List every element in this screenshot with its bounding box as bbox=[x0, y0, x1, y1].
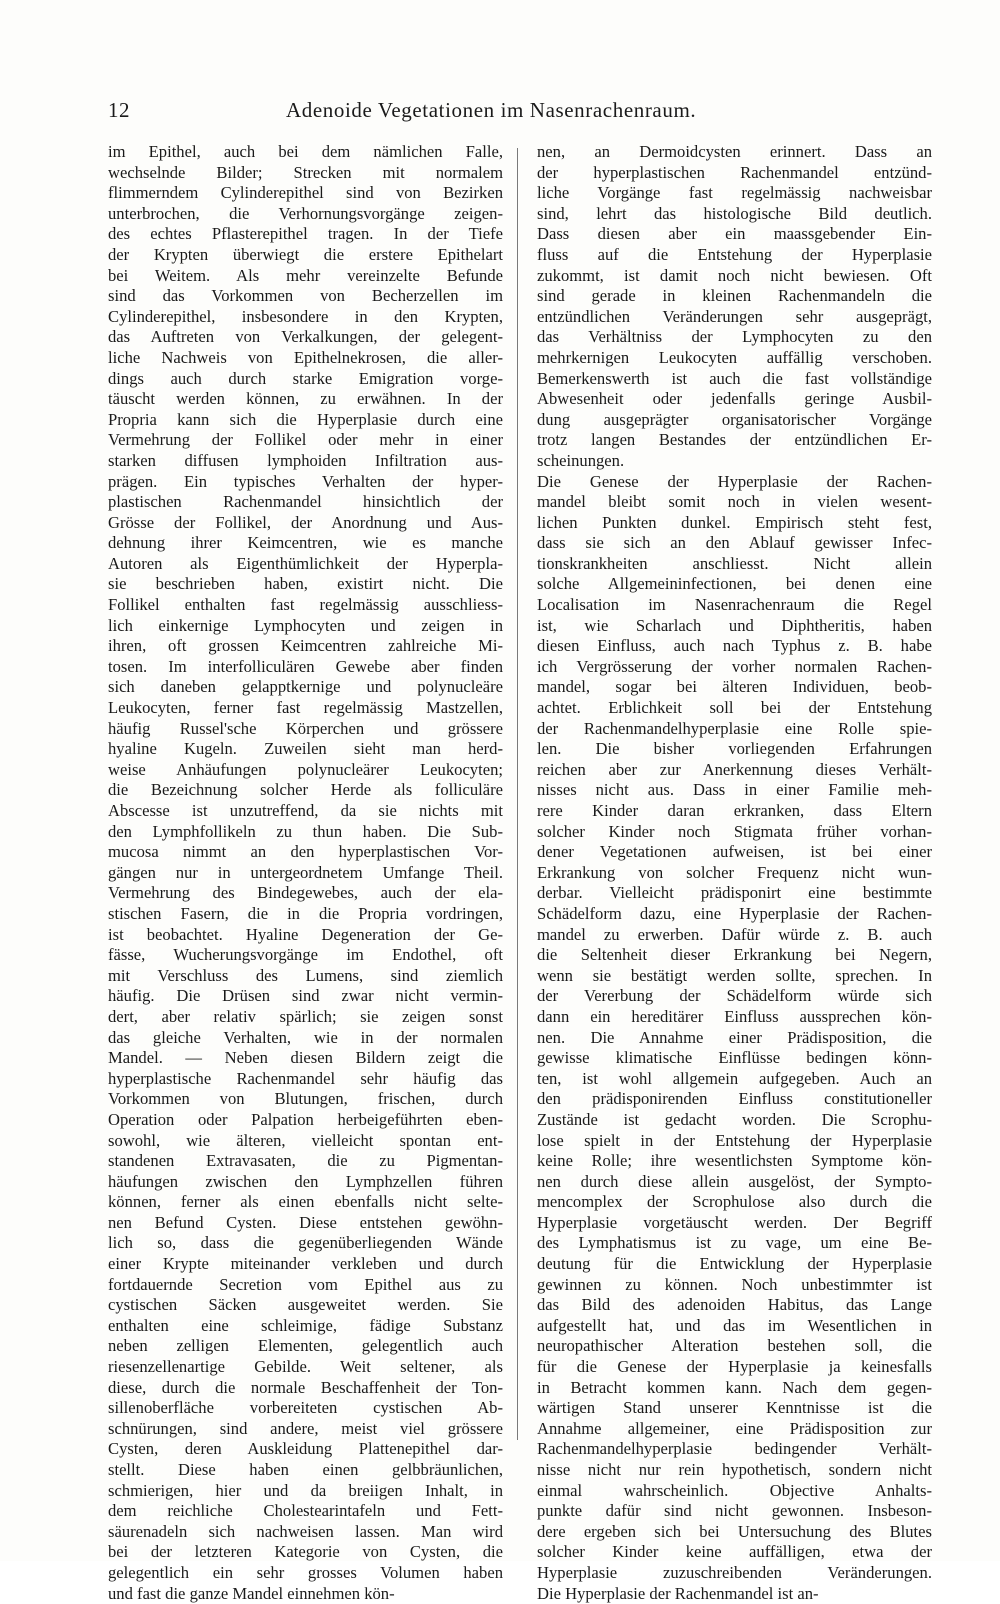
text-line: dener Vegetationen aufweisen, ist bei einer bbox=[537, 842, 932, 862]
text-line: einer Krypte miteinander verkleben und durch bbox=[108, 1254, 503, 1274]
text-line: plastischen Rachenmandel hinsichtlich der bbox=[108, 492, 503, 512]
text-line: der Krypten überwiegt die erstere Epithelart bbox=[108, 244, 503, 264]
text-line: keine Rolle; ihre wesentlichsten Symptome kön- bbox=[537, 1151, 932, 1171]
text-line: lich einkernige Lymphocyten und zeigen in bbox=[108, 615, 503, 635]
text-line: in Betracht kommen kann. Nach dem gegen- bbox=[537, 1377, 932, 1397]
text-line: nisses nicht aus. Dass in einer Familie meh- bbox=[537, 780, 932, 800]
text-line: liche Vorgänge fast regelmässig nachweisbar bbox=[537, 183, 932, 203]
text-line: täuscht werden können, zu erwähnen. In der bbox=[108, 389, 503, 409]
text-line: häufig. Die Drüsen sind zwar nicht vermin- bbox=[108, 986, 503, 1006]
text-line: unterbrochen, die Verhornungsvorgänge zeigen- bbox=[108, 203, 503, 223]
text-line: sowohl, wie älteren, vielleicht spontan ent- bbox=[108, 1130, 503, 1150]
text-line: können, ferner als einen ebenfalls nicht selte- bbox=[108, 1192, 503, 1212]
text-line: Mandel. — Neben diesen Bildern zeigt die bbox=[108, 1048, 503, 1068]
running-head bbox=[108, 98, 933, 134]
text-line: für die Genese der Hyperplasie ja keinesfalls bbox=[537, 1357, 932, 1377]
text-line: Autoren als Eigenthümlichkeit der Hyperpla- bbox=[108, 553, 503, 573]
text-line: bei Weitem. Als mehr vereinzelte Befunde bbox=[108, 265, 503, 285]
text-line: Erkrankung von solcher Frequenz nicht wun- bbox=[537, 862, 932, 882]
text-line: Die Hyperplasie der Rachenmandel ist an- bbox=[537, 1583, 819, 1603]
text-line: punkte dafür sind nicht gewonnen. Insbeson- bbox=[537, 1501, 932, 1521]
text-line: enthalten eine schleimige, fädige Substanz bbox=[108, 1315, 503, 1335]
text-line: ich Vergrösserung der vorher normalen Rachen- bbox=[537, 656, 932, 676]
text-line: Bemerkenswerth ist auch die fast vollständige bbox=[537, 368, 932, 388]
text-line: reichen aber zur Anerkennung dieses Verhält- bbox=[537, 759, 932, 779]
text-line: Die Genese der Hyperplasie der Rachen- bbox=[537, 471, 932, 491]
text-line: ist, wie Scharlach und Diphtheritis, haben bbox=[537, 615, 932, 635]
text-line: den Lymphfollikeln zu thun haben. Die Sub- bbox=[108, 821, 503, 841]
text-line: ist beobachtet. Hyaline Degeneration der Ge- bbox=[108, 924, 503, 944]
text-line: und fast die ganze Mandel einnehmen kön- bbox=[108, 1583, 395, 1603]
text-line: lose spielt in der Entstehung der Hyperplasie bbox=[537, 1130, 932, 1150]
text-line: zukommt, ist damit noch nicht bewiesen. Oft bbox=[537, 265, 932, 285]
text-line: tionskrankheiten anschliesst. Nicht allein bbox=[537, 553, 932, 573]
text-line: der Vererbung der Schädelform würde sich bbox=[537, 986, 932, 1006]
text-line: solcher Kinder keine auffälligen, etwa der bbox=[537, 1542, 932, 1562]
text-line: bei der letzteren Kategorie von Cysten, die bbox=[108, 1542, 503, 1562]
text-line: Operation oder Palpation herbeigeführten eben- bbox=[108, 1109, 503, 1129]
text-line: ihren, oft grossen Keimcentren zahlreiche Mi- bbox=[108, 636, 503, 656]
text-line: mencomplex der Scrophulose also durch die bbox=[537, 1192, 932, 1212]
text-line: mandel, sogar bei älteren Individuen, beob- bbox=[537, 677, 932, 697]
text-line: ten, ist wohl allgemein aufgegeben. Auch an bbox=[537, 1068, 932, 1088]
text-line: solche Allgemeininfectionen, bei denen eine bbox=[537, 574, 932, 594]
text-line: hyaline Kugeln. Zuweilen sieht man herd- bbox=[108, 739, 503, 759]
text-line: mandel zu erwerben. Dafür würde z. B. auch bbox=[537, 924, 932, 944]
text-line: häufig Russel'sche Körperchen und grössere bbox=[108, 718, 503, 738]
text-line: standenen Extravasaten, die zu Pigmentan- bbox=[108, 1151, 503, 1171]
text-line: nen Befund Cysten. Diese entstehen gewöhn- bbox=[108, 1212, 503, 1232]
text-line: Hyperplasie zuzuschreibenden Veränderungen. bbox=[537, 1562, 932, 1582]
text-line: gewisse klimatische Einflüsse bedingen könn- bbox=[537, 1048, 932, 1068]
text-line: dings auch durch starke Emigration vorge- bbox=[108, 368, 503, 388]
text-line: im Epithel, auch bei dem nämlichen Falle, bbox=[108, 142, 503, 161]
text-line: der Rachenmandelhyperplasie eine Rolle spie- bbox=[537, 718, 932, 738]
text-line: solcher Kinder noch Stigmata früher vorhan- bbox=[537, 821, 932, 841]
text-line: achtet. Erblichkeit soll bei der Entstehung bbox=[537, 698, 932, 718]
text-line: Cysten, deren Auskleidung Plattenepithel dar- bbox=[108, 1439, 503, 1459]
text-line: scheinungen. bbox=[537, 450, 625, 470]
text-line: mehrkernigen Leukocyten auffällig verschoben. bbox=[537, 347, 932, 367]
text-line: dert, aber relativ spärlich; sie zeigen sonst bbox=[108, 1006, 503, 1026]
text-line: Abscesse ist unzutreffend, da sie nichts mit bbox=[108, 801, 503, 820]
text-line: Cylinderepithel, insbesondere in den Krypten, bbox=[108, 306, 503, 326]
text-line: tosen. Im interfolliculären Gewebe aber finden bbox=[108, 656, 503, 676]
text-line: wechselnde Bilder; Strecken mit normalem bbox=[108, 162, 503, 182]
text-line: stischen Fasern, die in die Propria vordringen, bbox=[108, 903, 503, 923]
text-line: Rachenmandelhyperplasie bedingender Verhält- bbox=[537, 1439, 932, 1459]
text-line: das Bild des adenoiden Habitus, das Lange bbox=[537, 1295, 932, 1315]
text-line: wenn sie bestätigt werden sollte, sprechen. In bbox=[537, 965, 932, 985]
text-line: Grösse der Follikel, der Anordnung und Aus- bbox=[108, 512, 503, 532]
text-line: liche Nachweis von Epithelnekrosen, die aller- bbox=[108, 347, 503, 367]
text-line: cystischen Säcken ausgeweitet werden. Sie bbox=[108, 1295, 503, 1315]
text-line: Vermehrung des Bindegewebes, auch der ela- bbox=[108, 883, 503, 903]
text-line: stellt. Diese haben einen gelbbräunlichen, bbox=[108, 1460, 503, 1479]
text-line: Vorkommen von Blutungen, frischen, durch bbox=[108, 1089, 503, 1109]
text-line: Abwesenheit oder jedenfalls geringe Ausbil- bbox=[537, 389, 932, 409]
text-line: sind gerade in kleinen Rachenmandeln die bbox=[537, 286, 932, 306]
text-line: fässe, Wucherungsvorgänge im Endothel, oft bbox=[108, 945, 503, 965]
text-line: trotz langen Bestandes der entzündlichen Er- bbox=[537, 430, 932, 450]
text-line: dann ein hereditärer Einfluss aussprechen kön- bbox=[537, 1006, 932, 1026]
text-line: riesenzellenartige Gebilde. Weit seltener, als bbox=[108, 1357, 503, 1377]
text-line: neuropathischer Alteration bestehen soll, die bbox=[537, 1336, 932, 1356]
text-line: derbar. Vielleicht prädisponirt eine bestimmte bbox=[537, 883, 932, 903]
text-line: das Verhältniss der Lymphocyten zu den bbox=[537, 327, 932, 347]
text-line: die Bezeichnung solcher Herde als folliculäre bbox=[108, 780, 503, 800]
text-line: rere Kinder daran erkranken, dass Eltern bbox=[537, 801, 932, 820]
text-line: Follikel enthalten fast regelmässig ausschliess- bbox=[108, 595, 503, 615]
text-line: den prädisponirenden Einfluss constitutioneller bbox=[537, 1089, 932, 1109]
column-divider bbox=[517, 148, 518, 1440]
text-line: die Seltenheit dieser Erkrankung bei Negern, bbox=[537, 945, 932, 965]
text-line: schmierigen, hier und da breiigen Inhalt, in bbox=[108, 1480, 503, 1500]
text-line: Propria kann sich die Hyperplasie durch eine bbox=[108, 409, 503, 429]
text-line: nen durch diese allein ausgelöst, der Sympto- bbox=[537, 1171, 932, 1191]
text-line: Hyperplasie vorgetäuscht werden. Der Begriff bbox=[537, 1212, 932, 1232]
text-line: gelegentlich ein sehr grosses Volumen haben bbox=[108, 1562, 503, 1582]
text-line: entzündlichen Veränderungen sehr ausgeprägt, bbox=[537, 306, 932, 326]
text-line: der hyperplastischen Rachenmandel entzünd- bbox=[537, 162, 932, 182]
text-line: aufgestellt hat, und das im Wesentlichen in bbox=[537, 1315, 932, 1335]
text-line: hyperplastische Rachenmandel sehr häufig das bbox=[108, 1068, 503, 1088]
text-line: dehnung ihrer Keimcentren, wie es manche bbox=[108, 533, 503, 553]
text-line: dass sie sich an den Ablauf gewisser Infec- bbox=[537, 533, 932, 553]
text-line: Localisation im Nasenrachenraum die Regel bbox=[537, 595, 932, 615]
text-line: nen, an Dermoidcysten erinnert. Dass an bbox=[537, 142, 932, 161]
left-text-column bbox=[108, 142, 503, 1604]
text-line: gewinnen zu können. Noch unbestimmter ist bbox=[537, 1274, 932, 1294]
text-line: flimmerndem Cylinderepithel sind von Bezirken bbox=[108, 183, 503, 203]
text-line: starken diffusen lymphoiden Infiltration aus- bbox=[108, 450, 503, 470]
text-line: Dass diesen aber ein maassgebender Ein- bbox=[537, 224, 932, 244]
text-line: einmal wahrscheinlich. Objective Anhalts- bbox=[537, 1480, 932, 1500]
text-line: Annahme allgemeiner, eine Prädisposition zur bbox=[537, 1418, 932, 1438]
text-line: mit Verschluss des Lumens, sind ziemlich bbox=[108, 965, 503, 985]
text-line: sich daneben gelapptkernige und polynucleäre bbox=[108, 677, 503, 697]
text-line: diese, durch die normale Beschaffenheit der Ton- bbox=[108, 1377, 503, 1397]
text-line: sillenoberfläche vorbereiteten cystischen Ab- bbox=[108, 1398, 503, 1418]
text-line: sind das Vorkommen von Becherzellen im bbox=[108, 286, 503, 306]
text-line: Schädelform dazu, eine Hyperplasie der Rachen- bbox=[537, 903, 932, 923]
text-line: nen. Die Annahme einer Prädisposition, die bbox=[537, 1027, 932, 1047]
text-line: das Auftreten von Verkalkungen, der gelegent- bbox=[108, 327, 503, 347]
text-line: len. Die bisher vorliegenden Erfahrungen bbox=[537, 739, 932, 759]
text-line: Zustände ist gedacht worden. Die Scrophu- bbox=[537, 1109, 932, 1129]
text-line: Vermehrung der Follikel oder mehr in einer bbox=[108, 430, 503, 450]
text-line: neben zelligen Elementen, gelegentlich auch bbox=[108, 1336, 503, 1356]
text-line: weise Anhäufungen polynucleärer Leukocyten; bbox=[108, 759, 503, 779]
text-line: häufungen zwischen den Lymphzellen führen bbox=[108, 1171, 503, 1191]
text-line: fluss auf die Entstehung der Hyperplasie bbox=[537, 244, 932, 264]
text-line: dem reichliche Cholestearintafeln und Fett- bbox=[108, 1501, 503, 1521]
text-line: deutung für die Entwicklung der Hyperplasie bbox=[537, 1254, 932, 1274]
text-line: Leukocyten, ferner fast regelmässig Mastzellen, bbox=[108, 698, 503, 718]
text-line: diesen Einfluss, auch nach Typhus z. B. habe bbox=[537, 636, 932, 656]
text-line: nisse nicht nur rein hypothetisch, sondern nicht bbox=[537, 1460, 932, 1479]
text-line: schnürungen, sind andere, meist viel grössere bbox=[108, 1418, 503, 1438]
page-number: 12 bbox=[108, 98, 130, 122]
running-title: Adenoide Vegetationen im Nasenrachenraum. bbox=[286, 98, 697, 122]
text-line: des echtes Pflasterepithel tragen. In der Tiefe bbox=[108, 224, 503, 244]
text-line: lich so, dass die gegenüberliegenden Wände bbox=[108, 1233, 503, 1253]
text-line: fortdauernde Secretion vom Epithel aus zu bbox=[108, 1274, 503, 1294]
right-text-column bbox=[537, 142, 932, 1604]
text-line: lichen Punkten dunkel. Empirisch steht fest, bbox=[537, 512, 932, 532]
text-line: mucosa nimmt an den hyperplastischen Vor- bbox=[108, 842, 503, 862]
text-line: gängen nur in untergeordnetem Umfange Theil. bbox=[108, 862, 503, 882]
text-line: dung ausgeprägter organisatorischer Vorgänge bbox=[537, 409, 932, 429]
text-line: sie beschrieben haben, existirt nicht. Die bbox=[108, 574, 503, 594]
text-line: sind, lehrt das histologische Bild deutlich. bbox=[537, 203, 932, 223]
text-line: wärtigen Stand unserer Kenntnisse ist die bbox=[537, 1398, 932, 1418]
text-line: säurenadeln sich nachweisen lassen. Man wird bbox=[108, 1521, 503, 1541]
text-line: das gleiche Verhalten, wie in der normalen bbox=[108, 1027, 503, 1047]
text-line: prägen. Ein typisches Verhalten der hyper- bbox=[108, 471, 503, 491]
text-line: dere ergeben sich bei Untersuchung des Blutes bbox=[537, 1521, 932, 1541]
text-line: mandel bleibt somit noch in vielen wesent- bbox=[537, 492, 932, 512]
text-line: des Lymphatismus ist zu vage, um eine Be- bbox=[537, 1233, 932, 1253]
